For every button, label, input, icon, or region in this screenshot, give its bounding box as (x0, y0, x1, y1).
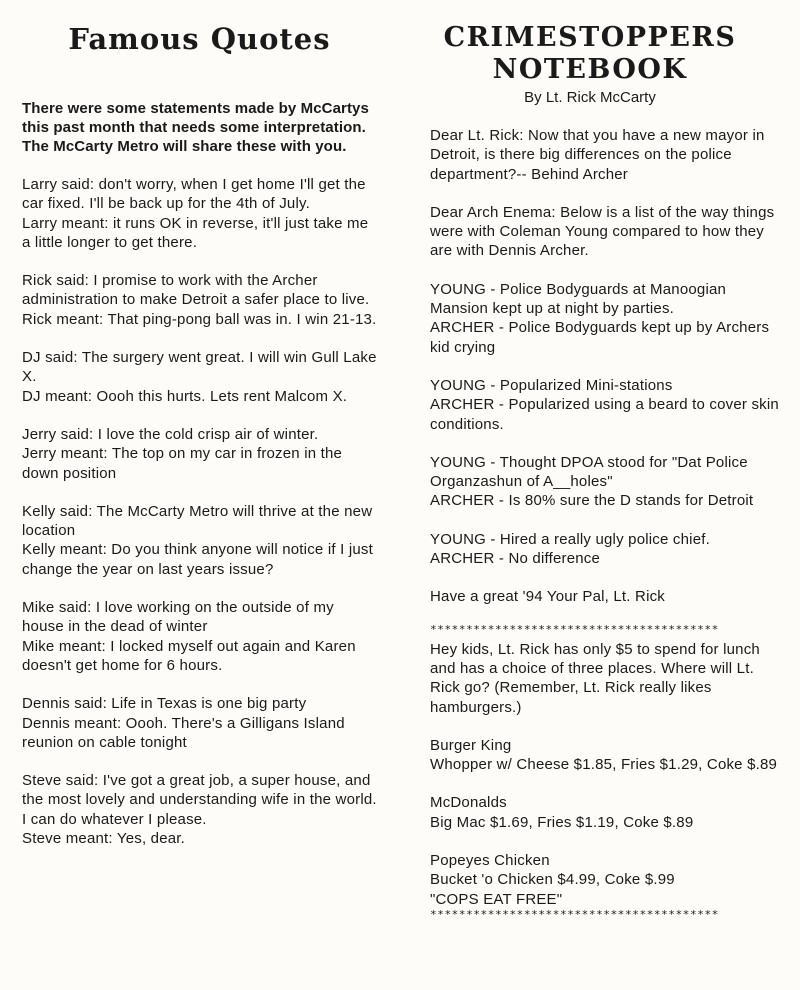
archer-line: ARCHER - Is 80% sure the D stands for Detroit (430, 492, 754, 510)
quote-meant: Dennis meant: Oooh. There's a Gilligans Island reunion on cable tonight (22, 714, 345, 751)
place-menu: Big Mac $1.69, Fries $1.19, Coke $.89 (430, 813, 694, 831)
place-burger-king (430, 736, 780, 775)
quote-entry-larry (22, 175, 377, 252)
famous-quotes-column (22, 0, 377, 848)
place-name: Popeyes Chicken (430, 852, 550, 870)
quote-said: Dennis said: Life in Texas is one big party (22, 695, 307, 713)
place-popeyes (430, 851, 780, 909)
quote-meant: Rick meant: That ping-pong ball was in. I win 21-13. (22, 310, 377, 328)
reader-question: Dear Lt. Rick: Now that you have a new mayor in Detroit, is there big differences on the police department?-- Behind Archer (430, 127, 765, 183)
crimestoppers-title (430, 22, 750, 86)
place-menu: Bucket 'o Chicken $4.99, Coke $.99 (430, 871, 675, 889)
comparison-item (430, 453, 780, 511)
place-note: "COPS EAT FREE" (430, 890, 563, 908)
reader-answer: Dear Arch Enema: Below is a list of the way things were with Coleman Young compared to how they are with Dennis Archer. (430, 203, 775, 260)
young-line: YOUNG - Hired a really ugly police chief. (430, 530, 710, 548)
comparison-item (430, 376, 780, 434)
famous-quotes-intro: There were some statements made by McCartys this past month that needs some interpretation. The McCarty Metro will share these with you. (22, 100, 369, 155)
comparison-item (430, 280, 780, 357)
young-line: YOUNG - Thought DPOA stood for "Dat Police Organzashun of A__holes" (430, 453, 748, 491)
star-divider-top: **************************************** (430, 623, 719, 636)
quote-meant: Jerry meant: The top on my car in frozen in the down position (22, 445, 343, 482)
young-line: YOUNG - Popularized Mini-stations (430, 376, 673, 394)
quote-entry-jerry (22, 425, 377, 483)
quote-said: DJ said: The surgery went great. I will win Gull Lake X. (22, 349, 377, 386)
young-line: YOUNG - Police Bodyguards at Manoogian Mansion kept up at night by parties. (430, 280, 727, 318)
quote-entry-dj (22, 348, 377, 406)
archer-line: ARCHER - Police Bodyguards kept up by Archers kid crying (430, 319, 770, 356)
quote-entry-kelly (22, 502, 377, 579)
quote-said: Rick said: I promise to work with the Archer administration to make Detroit a safer place to live. (22, 272, 370, 309)
quote-said: Larry said: don't worry, when I get home I'll get the car fixed. I'll be back up for the 4th of July. (22, 176, 366, 213)
title-line-1: CRIMESTOPPERS (443, 22, 737, 53)
quote-entry-dennis (22, 694, 377, 752)
signoff: Have a great '94 Your Pal, Lt. Rick (430, 588, 665, 606)
quote-said: Mike said: I love working on the outside of my house in the dead of winter (22, 599, 334, 636)
byline: By Lt. Rick McCarty (524, 89, 656, 106)
quote-entry-rick (22, 271, 377, 329)
quote-meant: Kelly meant: Do you think anyone will notice if I just change the year on last years issue? (22, 541, 373, 578)
quote-entry-steve (22, 771, 377, 848)
title-line-2: NOTEBOOK (492, 54, 688, 85)
quote-said: Steve said: I've got a great job, a super house, and the most lovely and understanding wife in the world. I can do whatever I please. (22, 772, 377, 828)
star-divider-bottom: **************************************** (430, 908, 719, 921)
place-name: Burger King (430, 736, 512, 754)
place-mcdonalds (430, 793, 780, 832)
quote-meant: Mike meant: I locked myself out again and Karen doesn't get home for 6 hours. (22, 637, 356, 674)
archer-line: ARCHER - Popularized using a beard to cover skin conditions. (430, 396, 779, 433)
quote-meant: Larry meant: it runs OK in reverse, it'll just take me a little longer to get there. (22, 214, 369, 251)
quote-said: Jerry said: I love the cold crisp air of winter. (22, 425, 319, 443)
famous-quotes-title: Famous Quotes (68, 22, 331, 56)
archer-line: ARCHER - No difference (430, 550, 601, 568)
place-menu: Whopper w/ Cheese $1.85, Fries $1.29, Coke $.89 (430, 756, 778, 774)
crimestoppers-column (430, 0, 780, 921)
quote-entry-mike (22, 598, 377, 675)
comparison-item (430, 530, 780, 569)
lunch-puzzle: Hey kids, Lt. Rick has only $5 to spend for lunch and has a choice of three places. Where will Lt. Rick go? (Remember, Lt. Rick really likes hamburgers.) (430, 640, 760, 716)
quote-meant: Steve meant: Yes, dear. (22, 830, 186, 848)
quote-said: Kelly said: The McCarty Metro will thrive at the new location (22, 502, 373, 540)
place-name: McDonalds (430, 794, 507, 812)
quote-meant: DJ meant: Oooh this hurts. Lets rent Malcom X. (22, 387, 348, 405)
